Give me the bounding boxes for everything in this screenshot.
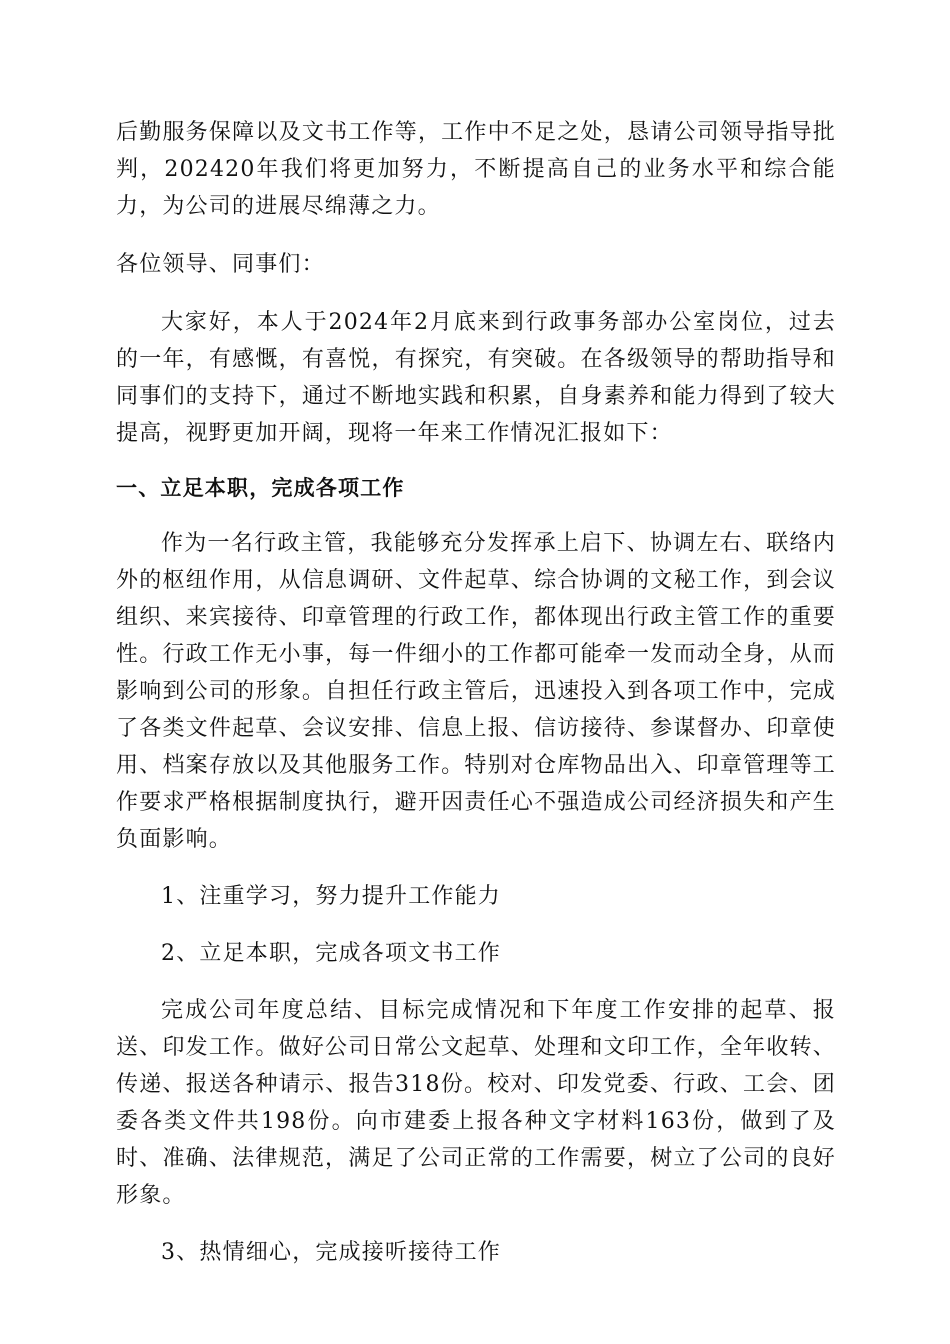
salutation: 各位领导、同事们： <box>116 252 325 277</box>
section-heading: 一、立足本职，完成各项工作 <box>116 476 405 500</box>
paragraph-intro: 大家好，本人于2024年2月底来到行政事务部办公室岗位，过去的一年，有感慨，有喜悦，有探究，有突破。在各级领导的帮助指导和同事们的支持下，通过不断地实践和积累，自身素养和能力得到了较大提高，视野更加开阔，现将一年来工作情况汇报如下： <box>116 310 836 446</box>
subheading-study: 1、注重学习，努力提升工作能力 <box>161 884 501 909</box>
subheading-documents: 2、立足本职，完成各项文书工作 <box>161 941 501 966</box>
paragraph-documents: 完成公司年度总结、目标完成情况和下年度工作安排的起草、报送、印发工作。做好公司日常公文起草、处理和文印工作，全年收转、传递、报送各种请示、报告318份。校对、印发党委、行政、工会、团委各类文件共198份。向市建委上报各种文字材料163份，做到了及时、准确、法律规范，满足了公司正常的工作需要，树立了公司的良好形象。 <box>116 998 836 1208</box>
document-body <box>116 114 836 1271</box>
paragraph-continuation: 后勤服务保障以及文书工作等，工作中不足之处，恳请公司领导指导批判，202420年我们将更加努力，不断提高自己的业务水平和综合能力，为公司的进展尽绵薄之力。 <box>116 120 836 219</box>
paragraph-role: 作为一名行政主管，我能够充分发挥承上启下、协调左右、联络内外的枢纽作用，从信息调研、文件起草、综合协调的文秘工作，到会议组织、来宾接待、印章管理的行政工作，都体现出行政主管工作的重要性。行政工作无小事，每一件细小的工作都可能牵一发而动全身，从而影响到公司的形象。自担任行政主管后，迅速投入到各项工作中，完成了各类文件起草、会议安排、信息上报、信访接待、参谋督办、印章使用、档案存放以及其他服务工作。特别对仓库物品出入、印章管理等工作要求严格根据制度执行，避开因责任心不强造成公司经济损失和产生负面影响。 <box>116 531 836 852</box>
subheading-reception: 3、热情细心，完成接听接待工作 <box>161 1240 501 1265</box>
